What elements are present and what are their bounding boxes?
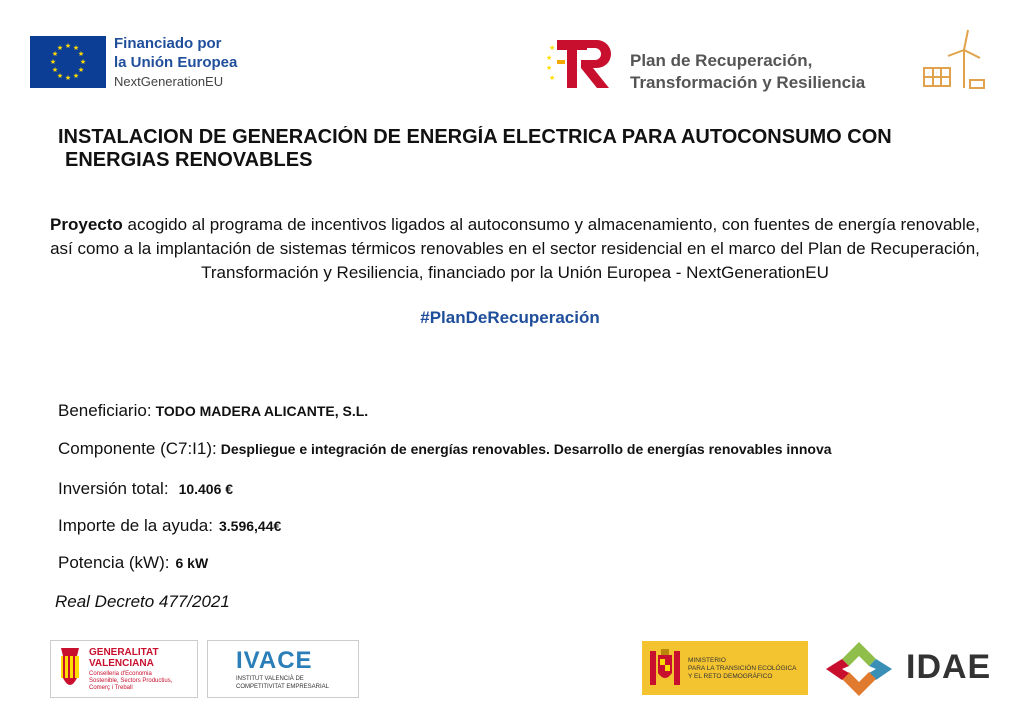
svg-text:★: ★ <box>549 74 556 82</box>
svg-text:★: ★ <box>72 72 80 80</box>
prtr-logo-icon <box>545 36 615 92</box>
gva-line1: GENERALITAT <box>89 647 159 658</box>
ivace-name: IVACE <box>236 647 313 674</box>
ministerio-line3: Y EL RETO DEMOGRÁFICO <box>688 673 773 680</box>
eu-flag-icon <box>30 36 106 88</box>
plan-line1: Plan de Recuperación, <box>630 51 813 70</box>
beneficiario-label: Beneficiario: <box>58 401 152 420</box>
ministerio-line2: PARA LA TRANSICIÓN ECOLÓGICA <box>688 665 797 672</box>
inversion-label: Inversión total: <box>58 479 169 498</box>
svg-text:★: ★ <box>72 44 80 52</box>
gva-logo <box>50 640 198 698</box>
wind-turbine-solar-icon <box>920 28 990 94</box>
ministerio-logo <box>642 641 808 695</box>
inversion-value: 10.406 € <box>178 481 234 497</box>
idae-logo-icon <box>824 640 894 698</box>
ayuda-value: 3.596,44€ <box>218 518 282 534</box>
svg-text:★: ★ <box>77 50 85 58</box>
ivace-logo <box>207 640 359 698</box>
ivace-sub1: INSTITUT VALENCIÀ DE <box>236 676 304 682</box>
potencia-value: 6 kW <box>175 555 209 571</box>
potencia-label: Potencia (kW): <box>58 553 170 572</box>
ayuda-row <box>58 516 972 536</box>
gva-line2: VALENCIANA <box>89 658 154 669</box>
eu-line3: NextGenerationEU <box>114 74 224 89</box>
svg-text:★: ★ <box>49 58 57 66</box>
svg-text:★: ★ <box>64 74 72 82</box>
gva-sub1: Conselleria d'Economia <box>89 671 152 677</box>
gva-sub3: Comerç i Treball <box>89 685 133 691</box>
svg-text:★: ★ <box>51 50 59 58</box>
page-title <box>58 126 972 176</box>
project-lead: Proyecto <box>50 215 123 234</box>
eu-funding-label <box>114 34 237 91</box>
svg-text:★: ★ <box>546 64 553 72</box>
svg-text:★: ★ <box>56 44 64 52</box>
inversion-row <box>58 479 972 499</box>
ivace-sub2: COMPETITIVITAT EMPRESARIAL <box>236 684 330 690</box>
eu-line2: la Unión Europea <box>114 54 238 71</box>
svg-text:★: ★ <box>56 72 64 80</box>
plan-recuperacion-label <box>630 50 865 94</box>
idae-name: IDAE <box>906 648 992 686</box>
beneficiario-value: TODO MADERA ALICANTE, S.L. <box>155 403 369 419</box>
potencia-row <box>58 553 972 573</box>
gva-sub2: Sostenible, Sectors Productius, <box>89 678 173 684</box>
svg-text:★: ★ <box>549 44 556 52</box>
svg-text:★: ★ <box>64 42 72 50</box>
componente-value: Despliegue e integración de energías renovables. Desarrollo de energías renovables innova <box>220 441 832 457</box>
svg-text:★: ★ <box>546 54 553 62</box>
title-line2: ENERGIAS RENOVABLES <box>65 149 313 171</box>
componente-row <box>58 439 972 459</box>
svg-text:★: ★ <box>79 58 87 66</box>
spain-coat-of-arms-icon <box>648 647 682 689</box>
plan-line2: Transformación y Resiliencia <box>630 73 866 92</box>
project-description <box>40 213 990 285</box>
beneficiario-row <box>58 401 972 421</box>
title-line1: INSTALACION DE GENERACIÓN DE ENERGÍA ELECTRICA PARA AUTOCONSUMO CON <box>58 126 892 148</box>
componente-label: Componente (C7:I1): <box>58 439 217 458</box>
hashtag: #PlanDeRecuperación <box>420 308 600 327</box>
decree-reference: Real Decreto 477/2021 <box>55 592 230 611</box>
svg-text:★: ★ <box>51 66 59 74</box>
ministerio-line1: MINISTERIO <box>688 657 726 664</box>
project-text: acogido al programa de incentivos ligados al autoconsumo y almacenamiento, con fuentes de energía renovable, así como a la implantación de sistemas térmicos renovables en el sector residencial en el marco del Plan de Recuperación, Transformación y Resiliencia, financiado por la Unión Europea - NextGenerationEU <box>50 215 980 282</box>
eu-line1: Financiado por <box>114 35 222 52</box>
ayuda-label: Importe de la ayuda: <box>58 516 213 535</box>
svg-text:★: ★ <box>77 66 85 74</box>
gva-crest-icon <box>57 646 83 692</box>
